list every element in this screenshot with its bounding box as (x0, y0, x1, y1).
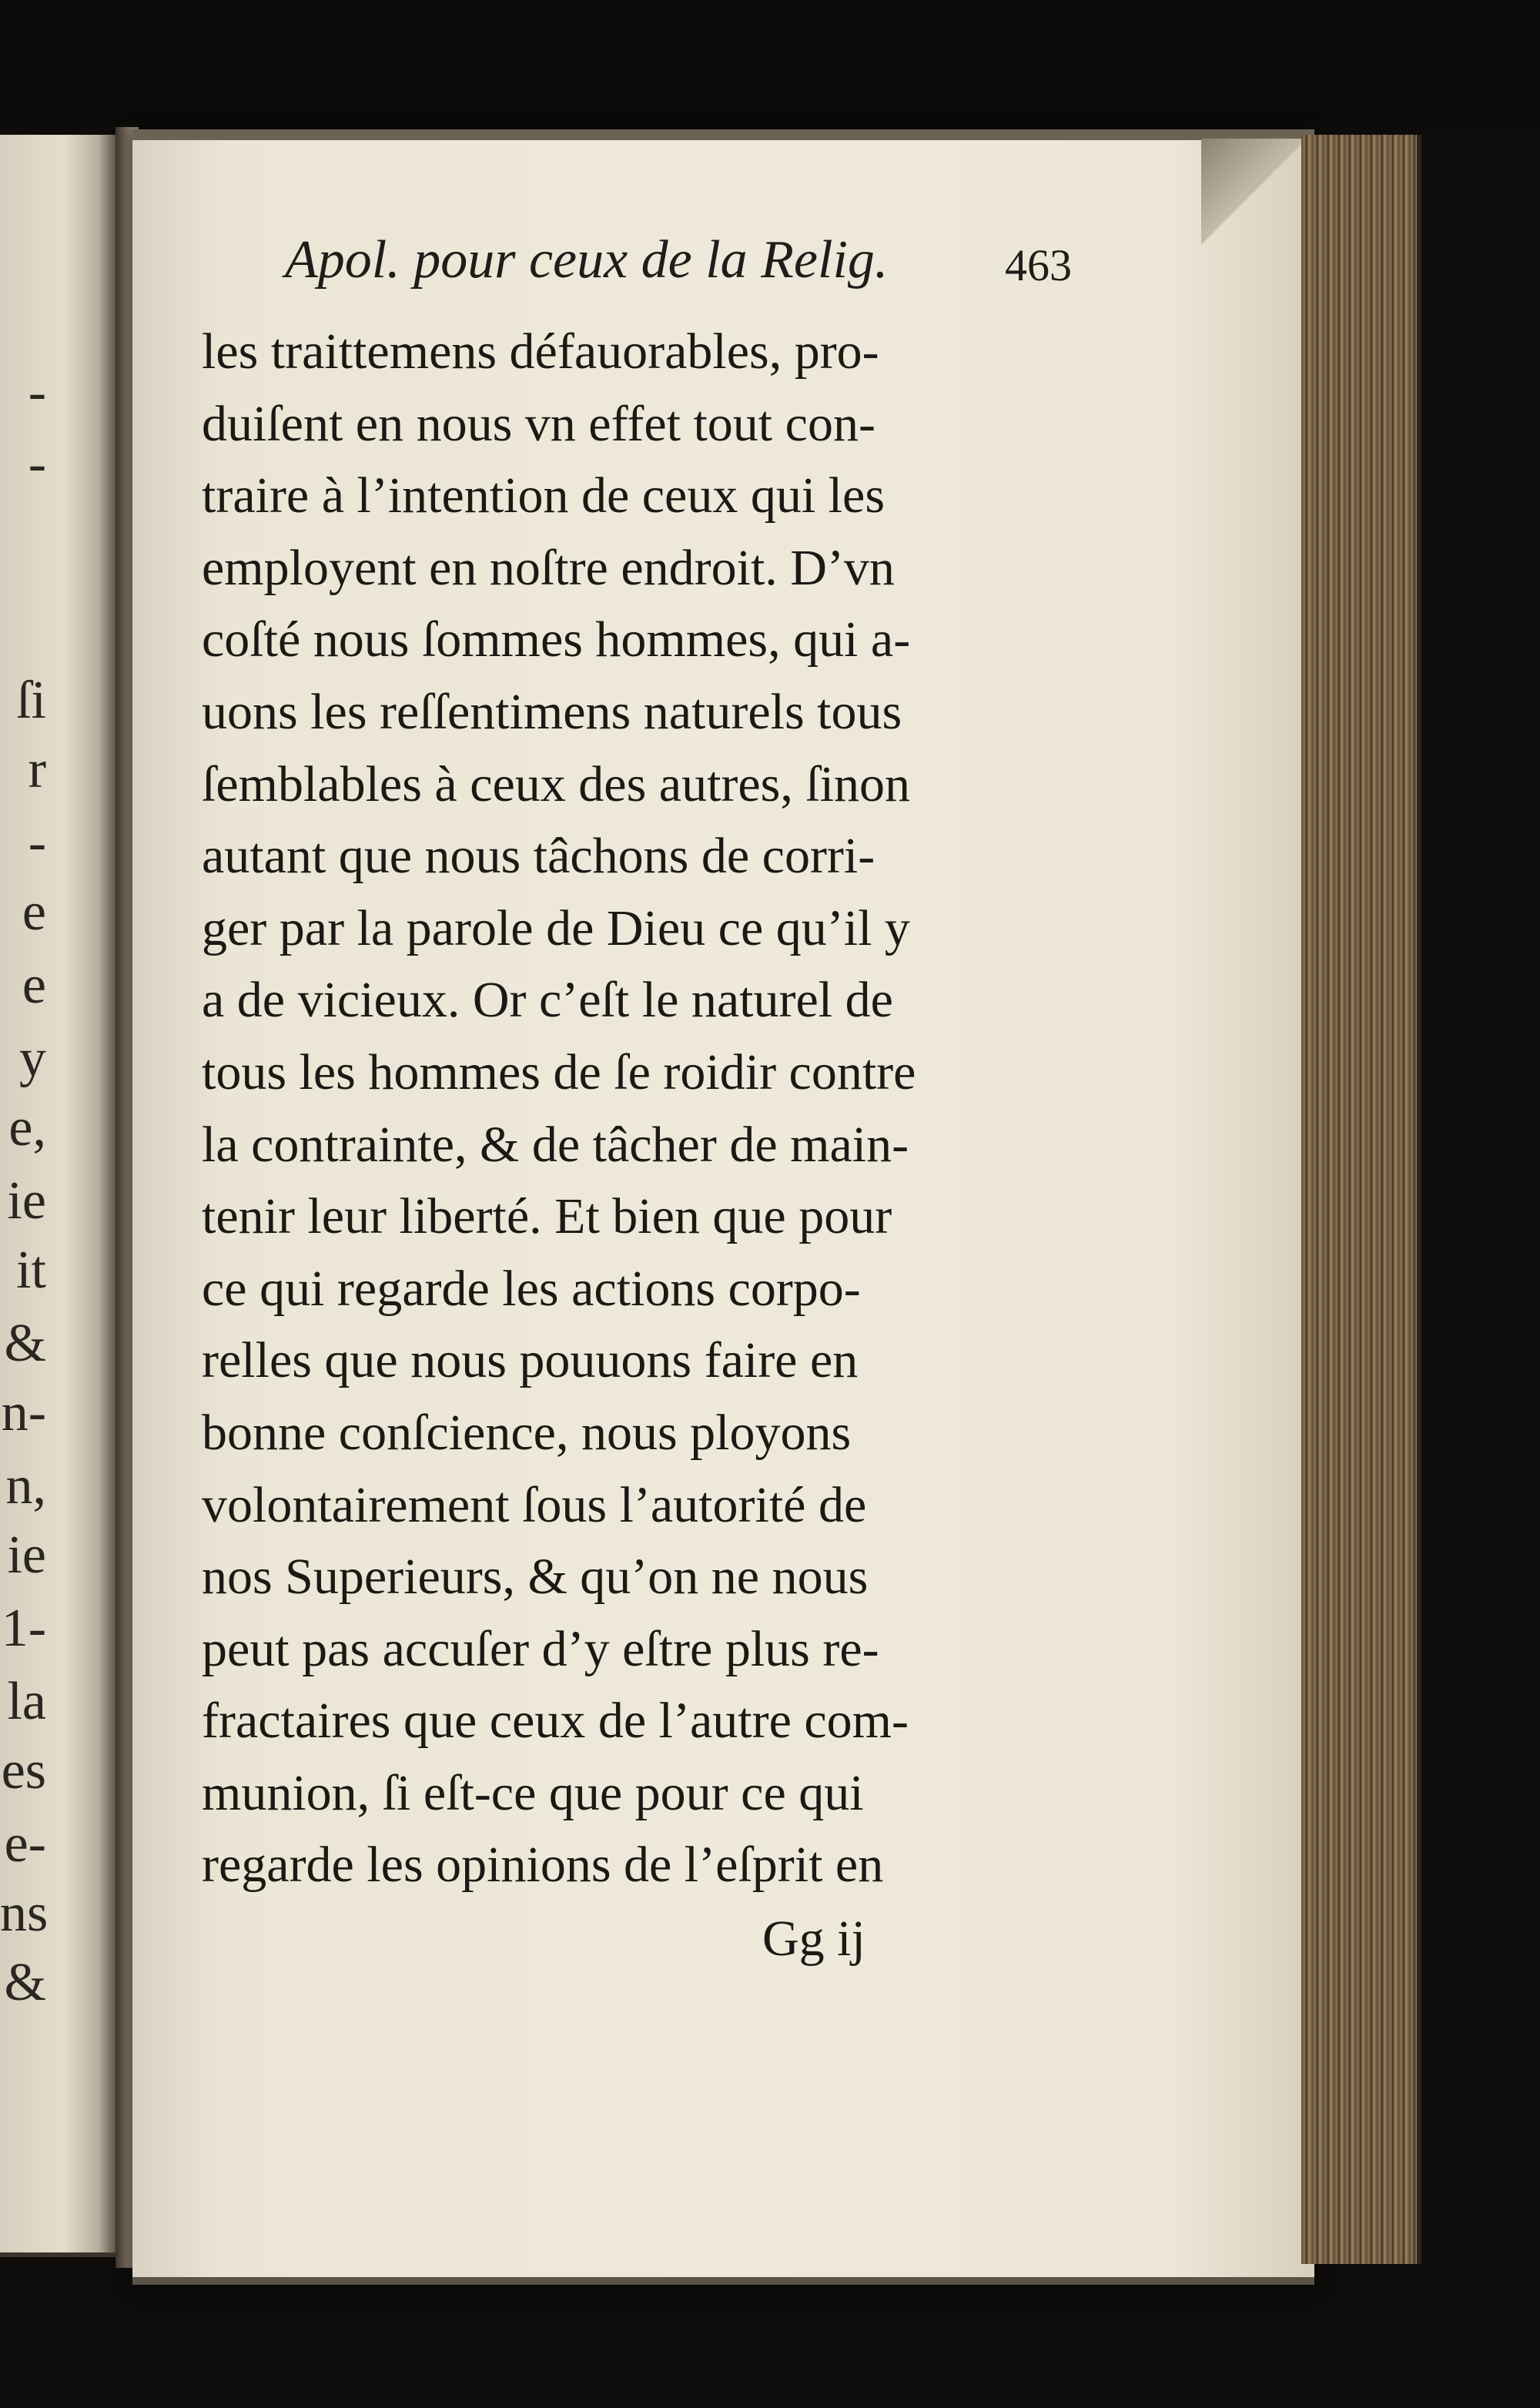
facing-page-fragment: la (7, 1672, 46, 1731)
facing-page-fragment: r (28, 740, 46, 799)
facing-page-fragment: e (22, 956, 46, 1015)
text-line: munion, ſi eſt-ce que pour ce qui (202, 1764, 864, 1821)
text-line: relles que nous pouuons faire en (202, 1332, 859, 1389)
facing-page-fragment: ns (0, 1884, 49, 1943)
signature-mark: Gg ij (762, 1911, 865, 1967)
text-line: les traittemens défauorables, pro- (202, 323, 879, 380)
running-head: Apol. pour ceux de la Relig. (285, 230, 889, 290)
text-line: a de vicieux. Or c’eſt le naturel de (202, 972, 893, 1029)
dark-background (0, 0, 1540, 123)
text-line: bonne conſcience, nous ployons (202, 1404, 852, 1461)
facing-page-fragment: it (16, 1241, 46, 1300)
facing-page-fragment: - (28, 363, 46, 422)
text-line: employent en noſtre endroit. D’vn (202, 539, 895, 596)
facing-page-fragment: n- (1, 1383, 46, 1442)
text-line: ſemblables à ceux des autres, ſinon (202, 755, 911, 812)
facing-page-fragment: 1- (1, 1599, 46, 1658)
facing-page-edge (0, 135, 116, 2257)
text-line: volontairement ſous l’autorité de (202, 1476, 867, 1533)
text-line: fractaires que ceux de l’autre com- (202, 1693, 909, 1750)
facing-page-fragment: e- (4, 1814, 46, 1874)
text-line: tous les hommes de ſe roidir contre (202, 1043, 916, 1100)
facing-page-fragment: e (22, 882, 46, 942)
facing-page-fragment: e, (8, 1098, 46, 1157)
facing-page-fragment: & (4, 1953, 46, 2012)
facing-page-fragment: - (28, 813, 46, 872)
text-line: duiſent en nous vn effet tout con- (202, 395, 875, 452)
facing-page-fragment: ſi (16, 671, 46, 730)
facing-page-fragment: & (4, 1314, 46, 1373)
facing-page-fragment: - (28, 434, 46, 494)
page-block-edge (1301, 135, 1421, 2264)
text-line: ger par la parole de Dieu ce qu’il y (202, 899, 910, 956)
page-number: 463 (1005, 240, 1072, 290)
text-line: ce qui regarde les actions corpo- (202, 1260, 861, 1317)
facing-page-fragment: n, (5, 1456, 46, 1515)
folded-corner (1201, 139, 1309, 293)
facing-page-fragment: y (19, 1029, 46, 1088)
facing-page-fragment: ie (7, 1171, 46, 1231)
text-line: tenir leur liberté. Et bien que pour (202, 1188, 892, 1245)
facing-page-fragment: es (1, 1741, 46, 1800)
text-line: regarde les opinions de l’eſprit en (202, 1837, 884, 1894)
text-line: coſté nous ſommes hommes, qui a- (202, 611, 911, 668)
text-line: peut pas accuſer d’y eſtre plus re- (202, 1620, 879, 1677)
text-line: uons les reſſentimens naturels tous (202, 683, 902, 740)
facing-page-fragment: ie (7, 1526, 46, 1585)
body-text (202, 316, 1095, 1901)
text-line: la contrainte, & de tâcher de main- (202, 1116, 909, 1173)
text-line: autant que nous tâchons de corri- (202, 828, 875, 885)
text-line: nos Superieurs, & qu’on ne nous (202, 1549, 869, 1606)
text-line: traire à l’intention de ceux qui les (202, 467, 886, 524)
